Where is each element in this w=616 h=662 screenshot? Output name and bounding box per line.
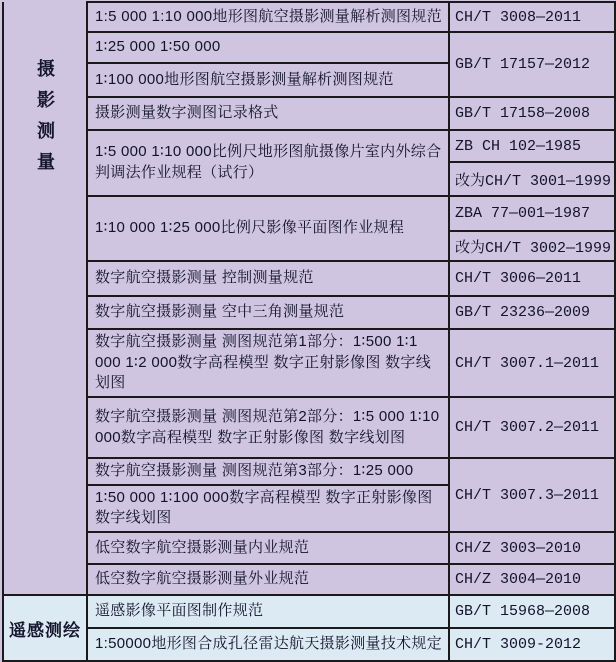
table-row [3, 329, 615, 397]
standard-code-cell: CH/T 3006—2011 [449, 261, 615, 296]
table-row [3, 130, 615, 162]
standard-code-cell: CH/T 3007.3—2011 [449, 458, 615, 532]
table-row [3, 532, 615, 564]
table-row [3, 296, 615, 329]
standard-code-cell: GB/T 17157—2012 [449, 32, 615, 97]
standard-name-cell: 数字航空摄影测量 空中三角测量规范 [87, 296, 449, 329]
table-row [3, 628, 615, 661]
standard-code-cell: CH/Z 3004—2010 [449, 564, 615, 595]
standard-code-cell: CH/T 3007.2—2011 [449, 397, 615, 458]
standard-code-cell: 改为CH/T 3002—1999 [449, 231, 615, 261]
table-row [3, 32, 615, 63]
table-row [3, 458, 615, 485]
standard-code-cell: GB/T 15968—2008 [449, 595, 615, 628]
category-cell-photogrammetry [3, 2, 87, 595]
standards-table [2, 1, 616, 662]
standard-code-cell: GB/T 23236—2009 [449, 296, 615, 329]
standard-name-cell: 1:5 000 1:10 000地形图航空摄影测量解析测图规范 [87, 2, 449, 32]
standard-code-cell: ZB CH 102—1985 [449, 130, 615, 162]
standard-name-cell: 低空数字航空摄影测量内业规范 [87, 532, 449, 564]
table-row [3, 196, 615, 231]
standard-code-cell: CH/T 3009-2012 [449, 628, 615, 661]
standard-name-cell: 1:50000地形图合成孔径雷达航天摄影测量技术规定 [87, 628, 449, 661]
standard-name-cell: 摄影测量数字测图记录格式 [87, 97, 449, 130]
standard-name-cell: 数字航空摄影测量 测图规范第1部分：1∶500 1∶1 000 1∶2 000数字高程模型 数字正射影像图 数字线划图 [87, 329, 449, 397]
standard-name-cell: 1∶50 000 1∶100 000数字高程模型 数字正射影像图 数字线划图 [87, 485, 449, 532]
standard-name-cell: 遥感影像平面图制作规范 [87, 595, 449, 628]
table-row [3, 261, 615, 296]
standard-code-cell: GB/T 17158—2008 [449, 97, 615, 130]
standard-code-cell: CH/Z 3003—2010 [449, 532, 615, 564]
standard-code-cell: CH/T 3008—2011 [449, 2, 615, 32]
table-row [3, 564, 615, 595]
standard-code-cell: ZBA 77—001—1987 [449, 196, 615, 231]
standard-name-cell: 1∶100 000地形图航空摄影测量解析测图规范 [87, 63, 449, 97]
standard-name-cell: 1∶5 000 1∶10 000比例尺地形图航摄像片室内外综合判调法作业规程（试行） [87, 130, 449, 196]
standard-name-cell: 数字航空摄影测量 控制测量规范 [87, 261, 449, 296]
standard-name-cell: 数字航空摄影测量 测图规范第3部分：1∶25 000 [87, 458, 449, 485]
table-row [3, 97, 615, 130]
category-cell-remote-sensing: 遥感测绘 [3, 595, 87, 661]
table-row [3, 2, 615, 32]
table-row [3, 397, 615, 458]
standard-name-cell: 1∶25 000 1∶50 000 [87, 32, 449, 63]
standard-name-cell: 数字航空摄影测量 测图规范第2部分：1∶5 000 1∶10 000数字高程模型 数字正射影像图 数字线划图 [87, 397, 449, 458]
standard-name-cell: 1∶10 000 1∶25 000比例尺影像平面图作业规程 [87, 196, 449, 261]
standard-code-cell: 改为CH/T 3001—1999 [449, 162, 615, 196]
table-row [3, 595, 615, 628]
standard-name-cell: 低空数字航空摄影测量外业规范 [87, 564, 449, 595]
category-label: 摄影测量 [35, 59, 55, 183]
standard-code-cell: CH/T 3007.1—2011 [449, 329, 615, 397]
